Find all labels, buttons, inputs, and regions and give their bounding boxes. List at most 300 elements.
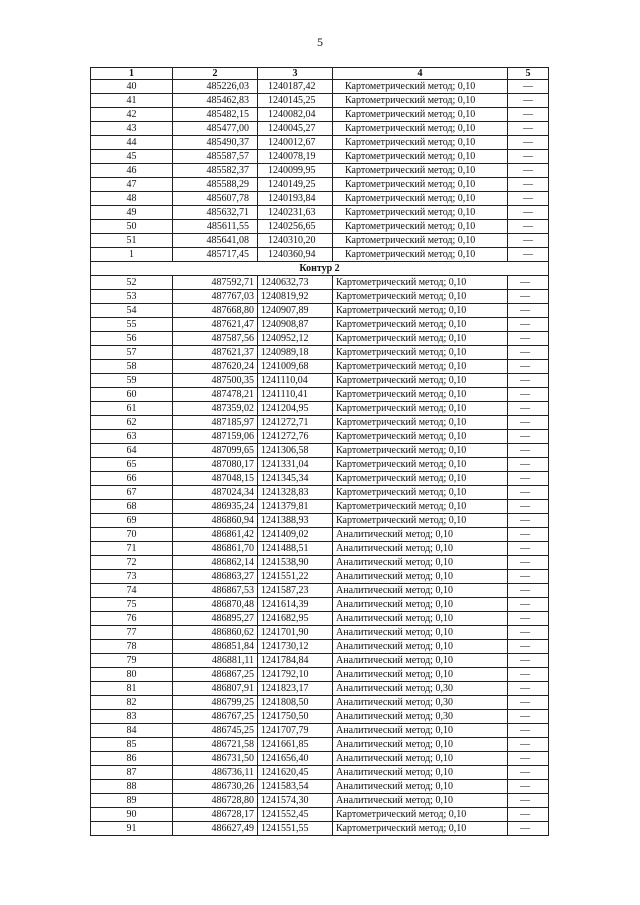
table-row (91, 248, 549, 262)
table-cell: 486867,53 (173, 584, 258, 598)
table-cell: 43 (91, 122, 173, 136)
table-cell: — (508, 794, 549, 808)
table-cell: Картометрический метод; 0,10 (333, 332, 508, 346)
table-cell: 71 (91, 542, 173, 556)
table-cell: 51 (91, 234, 173, 248)
table-row (91, 220, 549, 234)
table-cell: — (508, 150, 549, 164)
table-cell: — (508, 780, 549, 794)
table-cell: 485588,29 (173, 178, 258, 192)
table-cell: 486861,70 (173, 542, 258, 556)
table-cell: — (508, 178, 549, 192)
table-cell: Картометрический метод; 0,10 (333, 164, 508, 178)
table-cell: 1240256,65 (258, 220, 333, 234)
table-cell: — (508, 654, 549, 668)
table-cell: 1240145,25 (258, 94, 333, 108)
table-header-row (91, 68, 549, 80)
table-cell: Аналитический метод; 0,10 (333, 598, 508, 612)
table-cell: — (508, 94, 549, 108)
column-header: 1 (91, 68, 173, 80)
table-cell: — (508, 192, 549, 206)
table-cell: 485226,03 (173, 80, 258, 94)
table-cell: 88 (91, 780, 173, 794)
table-cell: 1241409,02 (258, 528, 333, 542)
table-cell: 1241331,04 (258, 458, 333, 472)
table-cell: Картометрический метод; 0,10 (333, 500, 508, 514)
table-cell: — (508, 234, 549, 248)
table-cell: 81 (91, 682, 173, 696)
table-cell: 1241272,71 (258, 416, 333, 430)
table-cell: 1240193,84 (258, 192, 333, 206)
table-cell: 1240078,19 (258, 150, 333, 164)
table-cell: Аналитический метод; 0,10 (333, 780, 508, 794)
table-cell: Картометрический метод; 0,10 (333, 444, 508, 458)
table-cell: Аналитический метод; 0,10 (333, 724, 508, 738)
table-cell: Картометрический метод; 0,10 (333, 360, 508, 374)
table-cell: 1241682,95 (258, 612, 333, 626)
table-row (91, 724, 549, 738)
table-cell: 1240908,87 (258, 318, 333, 332)
table-cell: 486728,17 (173, 808, 258, 822)
table-cell: 45 (91, 150, 173, 164)
table-row (91, 668, 549, 682)
table-cell: Аналитический метод; 0,10 (333, 570, 508, 584)
table-cell: Картометрический метод; 0,10 (333, 108, 508, 122)
table-row (91, 472, 549, 486)
table-cell: — (508, 108, 549, 122)
table-cell: 487668,80 (173, 304, 258, 318)
table-cell: 1241388,93 (258, 514, 333, 528)
table-cell: 1240310,20 (258, 234, 333, 248)
table-cell: 60 (91, 388, 173, 402)
table-cell: Аналитический метод; 0,10 (333, 640, 508, 654)
table-row (91, 444, 549, 458)
table-cell: 486935,24 (173, 500, 258, 514)
table-cell: — (508, 682, 549, 696)
table-cell: 1240360,94 (258, 248, 333, 262)
table-cell: — (508, 318, 549, 332)
table-cell: 1241707,79 (258, 724, 333, 738)
table-cell: 64 (91, 444, 173, 458)
table-row (91, 304, 549, 318)
table-cell: Аналитический метод; 0,30 (333, 682, 508, 696)
table-cell: 1241792,10 (258, 668, 333, 682)
table-cell: — (508, 626, 549, 640)
table-cell: Картометрический метод; 0,10 (333, 458, 508, 472)
table-cell: 487359,02 (173, 402, 258, 416)
table-cell: Аналитический метод; 0,30 (333, 710, 508, 724)
table-cell: 62 (91, 416, 173, 430)
table-cell: Картометрический метод; 0,10 (333, 808, 508, 822)
table-cell: 486627,49 (173, 822, 258, 836)
table-cell: — (508, 248, 549, 262)
table-cell: — (508, 458, 549, 472)
table-row (91, 318, 549, 332)
table-cell: — (508, 122, 549, 136)
table-row (91, 458, 549, 472)
table-row (91, 108, 549, 122)
table-cell: Картометрический метод; 0,10 (333, 206, 508, 220)
table-cell: 1240231,63 (258, 206, 333, 220)
table-row (91, 416, 549, 430)
table-cell: 486860,62 (173, 626, 258, 640)
table-cell: Аналитический метод; 0,10 (333, 738, 508, 752)
table-cell: Картометрический метод; 0,10 (333, 150, 508, 164)
contour-heading-row (91, 262, 549, 276)
table-cell: 47 (91, 178, 173, 192)
table-cell: 486807,91 (173, 682, 258, 696)
table-cell: 1241110,41 (258, 388, 333, 402)
table-cell: 1241009,68 (258, 360, 333, 374)
table-cell: Картометрический метод; 0,10 (333, 290, 508, 304)
table-cell: 1240099,95 (258, 164, 333, 178)
table-cell: Аналитический метод; 0,10 (333, 668, 508, 682)
table-cell: 82 (91, 696, 173, 710)
table-cell: — (508, 640, 549, 654)
table-row (91, 584, 549, 598)
table-cell: 485611,55 (173, 220, 258, 234)
table-cell: 486870,48 (173, 598, 258, 612)
table-cell: 84 (91, 724, 173, 738)
table-cell: Аналитический метод; 0,10 (333, 766, 508, 780)
table-cell: 1240082,04 (258, 108, 333, 122)
table-cell: Картометрический метод; 0,10 (333, 388, 508, 402)
table-cell: — (508, 136, 549, 150)
table-cell: 485607,78 (173, 192, 258, 206)
table-cell: — (508, 388, 549, 402)
table-cell: 485582,37 (173, 164, 258, 178)
table-cell: 1240989,18 (258, 346, 333, 360)
table-cell: 485490,37 (173, 136, 258, 150)
table-cell: 87 (91, 766, 173, 780)
table-row (91, 276, 549, 290)
table-cell: 1240632,73 (258, 276, 333, 290)
table-cell: — (508, 808, 549, 822)
table-cell: — (508, 472, 549, 486)
table-cell: 70 (91, 528, 173, 542)
table-cell: 487048,15 (173, 472, 258, 486)
table-cell: 487500,35 (173, 374, 258, 388)
table-cell: Картометрический метод; 0,10 (333, 80, 508, 94)
table-cell: — (508, 500, 549, 514)
table-cell: 1 (91, 248, 173, 262)
table-cell: 1241488,51 (258, 542, 333, 556)
table-cell: — (508, 374, 549, 388)
table-cell: Аналитический метод; 0,10 (333, 612, 508, 626)
contour-heading: Контур 2 (91, 262, 549, 276)
table-cell: Картометрический метод; 0,10 (333, 430, 508, 444)
table-row (91, 430, 549, 444)
table-row (91, 780, 549, 794)
table-row (91, 346, 549, 360)
table-cell: Картометрический метод; 0,10 (333, 192, 508, 206)
table-cell: Картометрический метод; 0,10 (333, 220, 508, 234)
table-row (91, 710, 549, 724)
table-cell: 1241204,95 (258, 402, 333, 416)
table-cell: 49 (91, 206, 173, 220)
table-cell: 80 (91, 668, 173, 682)
table-cell: Аналитический метод; 0,10 (333, 794, 508, 808)
table-cell: 65 (91, 458, 173, 472)
table-cell: 1241551,22 (258, 570, 333, 584)
column-header: 4 (333, 68, 508, 80)
table-cell: 486851,84 (173, 640, 258, 654)
table-cell: — (508, 668, 549, 682)
table-row (91, 570, 549, 584)
table-cell: 73 (91, 570, 173, 584)
table-cell: Картометрический метод; 0,10 (333, 416, 508, 430)
table-cell: 487621,47 (173, 318, 258, 332)
table-row (91, 752, 549, 766)
table-row (91, 696, 549, 710)
table-cell: 1241656,40 (258, 752, 333, 766)
table-cell: — (508, 556, 549, 570)
table-row (91, 206, 549, 220)
table-cell: 486736,11 (173, 766, 258, 780)
table-row (91, 822, 549, 836)
table-cell: 485482,15 (173, 108, 258, 122)
table-cell: 54 (91, 304, 173, 318)
table-cell: — (508, 542, 549, 556)
table-cell: 50 (91, 220, 173, 234)
table-cell: 74 (91, 584, 173, 598)
table-cell: Аналитический метод; 0,10 (333, 626, 508, 640)
table-cell: 57 (91, 346, 173, 360)
table-cell: — (508, 752, 549, 766)
table-cell: 83 (91, 710, 173, 724)
table-row (91, 808, 549, 822)
table-cell: 85 (91, 738, 173, 752)
table-cell: 1240819,92 (258, 290, 333, 304)
table-cell: — (508, 612, 549, 626)
table-cell: 487587,56 (173, 332, 258, 346)
table-cell: 1241730,12 (258, 640, 333, 654)
table-cell: 1241551,55 (258, 822, 333, 836)
table-cell: 1241661,85 (258, 738, 333, 752)
table-cell: 485632,71 (173, 206, 258, 220)
column-header: 2 (173, 68, 258, 80)
table-cell: — (508, 696, 549, 710)
table-row (91, 178, 549, 192)
column-header: 3 (258, 68, 333, 80)
table-cell: 485717,45 (173, 248, 258, 262)
table-cell: 1241110,04 (258, 374, 333, 388)
table-cell: 486895,27 (173, 612, 258, 626)
table-cell: 77 (91, 626, 173, 640)
table-cell: 485462,83 (173, 94, 258, 108)
table-cell: 487099,65 (173, 444, 258, 458)
contour-2-rows (91, 276, 549, 836)
table-cell: 486728,80 (173, 794, 258, 808)
table-cell: Картометрический метод; 0,10 (333, 472, 508, 486)
table-cell: 486721,58 (173, 738, 258, 752)
table-row (91, 374, 549, 388)
table-cell: 58 (91, 360, 173, 374)
table-cell: — (508, 304, 549, 318)
table-cell: 486861,42 (173, 528, 258, 542)
table-row (91, 514, 549, 528)
table-cell: 1241583,54 (258, 780, 333, 794)
table-cell: 72 (91, 556, 173, 570)
table-row (91, 542, 549, 556)
table-row (91, 136, 549, 150)
table-cell: — (508, 360, 549, 374)
table-cell: 40 (91, 80, 173, 94)
table-row (91, 766, 549, 780)
table-cell: 1241306,58 (258, 444, 333, 458)
table-cell: 78 (91, 640, 173, 654)
table-row (91, 290, 549, 304)
table-cell: — (508, 710, 549, 724)
table-cell: Картометрический метод; 0,10 (333, 248, 508, 262)
table-row (91, 640, 549, 654)
table-cell: 1241574,30 (258, 794, 333, 808)
table-cell: Картометрический метод; 0,10 (333, 822, 508, 836)
table-cell: 59 (91, 374, 173, 388)
table-cell: 1240187,42 (258, 80, 333, 94)
table-row (91, 388, 549, 402)
table-cell: 486863,27 (173, 570, 258, 584)
table-cell: Картометрический метод; 0,10 (333, 122, 508, 136)
table-cell: 91 (91, 822, 173, 836)
table-cell: 46 (91, 164, 173, 178)
table-cell: — (508, 822, 549, 836)
table-cell: 486730,26 (173, 780, 258, 794)
table-cell: Аналитический метод; 0,10 (333, 584, 508, 598)
table-cell: 487478,21 (173, 388, 258, 402)
table-cell: Картометрический метод; 0,10 (333, 374, 508, 388)
contour-2-heading (91, 262, 549, 276)
table-cell: 79 (91, 654, 173, 668)
table-cell: 1240012,67 (258, 136, 333, 150)
table-cell: 487767,03 (173, 290, 258, 304)
table-cell: 486860,94 (173, 514, 258, 528)
table-row (91, 150, 549, 164)
table-row (91, 402, 549, 416)
table-row (91, 332, 549, 346)
table-cell: Картометрический метод; 0,10 (333, 136, 508, 150)
table-cell: 487024,34 (173, 486, 258, 500)
table-cell: 1241552,45 (258, 808, 333, 822)
table-cell: 90 (91, 808, 173, 822)
table-cell: 89 (91, 794, 173, 808)
table-cell: Аналитический метод; 0,10 (333, 542, 508, 556)
table-cell: 53 (91, 290, 173, 304)
table-row (91, 500, 549, 514)
table-cell: 1241379,81 (258, 500, 333, 514)
table-cell: — (508, 402, 549, 416)
table-row (91, 598, 549, 612)
table-cell: 1240045,27 (258, 122, 333, 136)
table-cell: 1241620,45 (258, 766, 333, 780)
table-cell: 487592,71 (173, 276, 258, 290)
table-cell: Картометрический метод; 0,10 (333, 276, 508, 290)
table-cell: 485477,00 (173, 122, 258, 136)
table-cell: 1241587,23 (258, 584, 333, 598)
table-row (91, 234, 549, 248)
table-cell: Картометрический метод; 0,10 (333, 234, 508, 248)
table-cell: Картометрический метод; 0,10 (333, 346, 508, 360)
table-cell: 1241808,50 (258, 696, 333, 710)
table-cell: 486745,25 (173, 724, 258, 738)
coordinates-table (90, 67, 549, 836)
table-cell: 67 (91, 486, 173, 500)
table-cell: 1241328,83 (258, 486, 333, 500)
table-cell: Картометрический метод; 0,10 (333, 178, 508, 192)
table-row (91, 360, 549, 374)
table-cell: 486867,25 (173, 668, 258, 682)
table-cell: — (508, 164, 549, 178)
table-row (91, 654, 549, 668)
table-cell: Аналитический метод; 0,10 (333, 556, 508, 570)
table-cell: — (508, 724, 549, 738)
table-cell: 1240907,89 (258, 304, 333, 318)
table-cell: — (508, 276, 549, 290)
table-cell: — (508, 220, 549, 234)
table-row (91, 612, 549, 626)
table-row (91, 738, 549, 752)
table-cell: — (508, 570, 549, 584)
table-cell: — (508, 444, 549, 458)
table-cell: — (508, 80, 549, 94)
table-cell: — (508, 738, 549, 752)
table-row (91, 486, 549, 500)
table-cell: — (508, 584, 549, 598)
table-cell: 52 (91, 276, 173, 290)
table-cell: 75 (91, 598, 173, 612)
table-cell: — (508, 346, 549, 360)
table-row (91, 556, 549, 570)
table-cell: 486862,14 (173, 556, 258, 570)
table-cell: — (508, 598, 549, 612)
table-cell: 1241345,34 (258, 472, 333, 486)
page-number: 5 (317, 35, 323, 49)
table-cell: Аналитический метод; 0,10 (333, 752, 508, 766)
table-row (91, 122, 549, 136)
table-cell: — (508, 290, 549, 304)
table-cell: 487185,97 (173, 416, 258, 430)
table-cell: 48 (91, 192, 173, 206)
table-cell: 86 (91, 752, 173, 766)
table-cell: 1241784,84 (258, 654, 333, 668)
table-cell: — (508, 430, 549, 444)
table-row (91, 164, 549, 178)
table-cell: — (508, 528, 549, 542)
table-cell: 1241538,90 (258, 556, 333, 570)
table-row (91, 192, 549, 206)
table-cell: 41 (91, 94, 173, 108)
column-header: 5 (508, 68, 549, 80)
table-row (91, 794, 549, 808)
table-cell: 61 (91, 402, 173, 416)
table-cell: 63 (91, 430, 173, 444)
table-cell: Картометрический метод; 0,10 (333, 486, 508, 500)
table-cell: 486731,50 (173, 752, 258, 766)
table-cell: — (508, 206, 549, 220)
table-row (91, 80, 549, 94)
table-cell: 76 (91, 612, 173, 626)
table-cell: 487080,17 (173, 458, 258, 472)
table-cell: 487621,37 (173, 346, 258, 360)
table-cell: 486767,25 (173, 710, 258, 724)
table-cell: 486799,25 (173, 696, 258, 710)
table-cell: 486881,11 (173, 654, 258, 668)
table-cell: 1240952,12 (258, 332, 333, 346)
table-cell: — (508, 416, 549, 430)
table-cell: — (508, 514, 549, 528)
table-cell: 487620,24 (173, 360, 258, 374)
table-cell: — (508, 766, 549, 780)
